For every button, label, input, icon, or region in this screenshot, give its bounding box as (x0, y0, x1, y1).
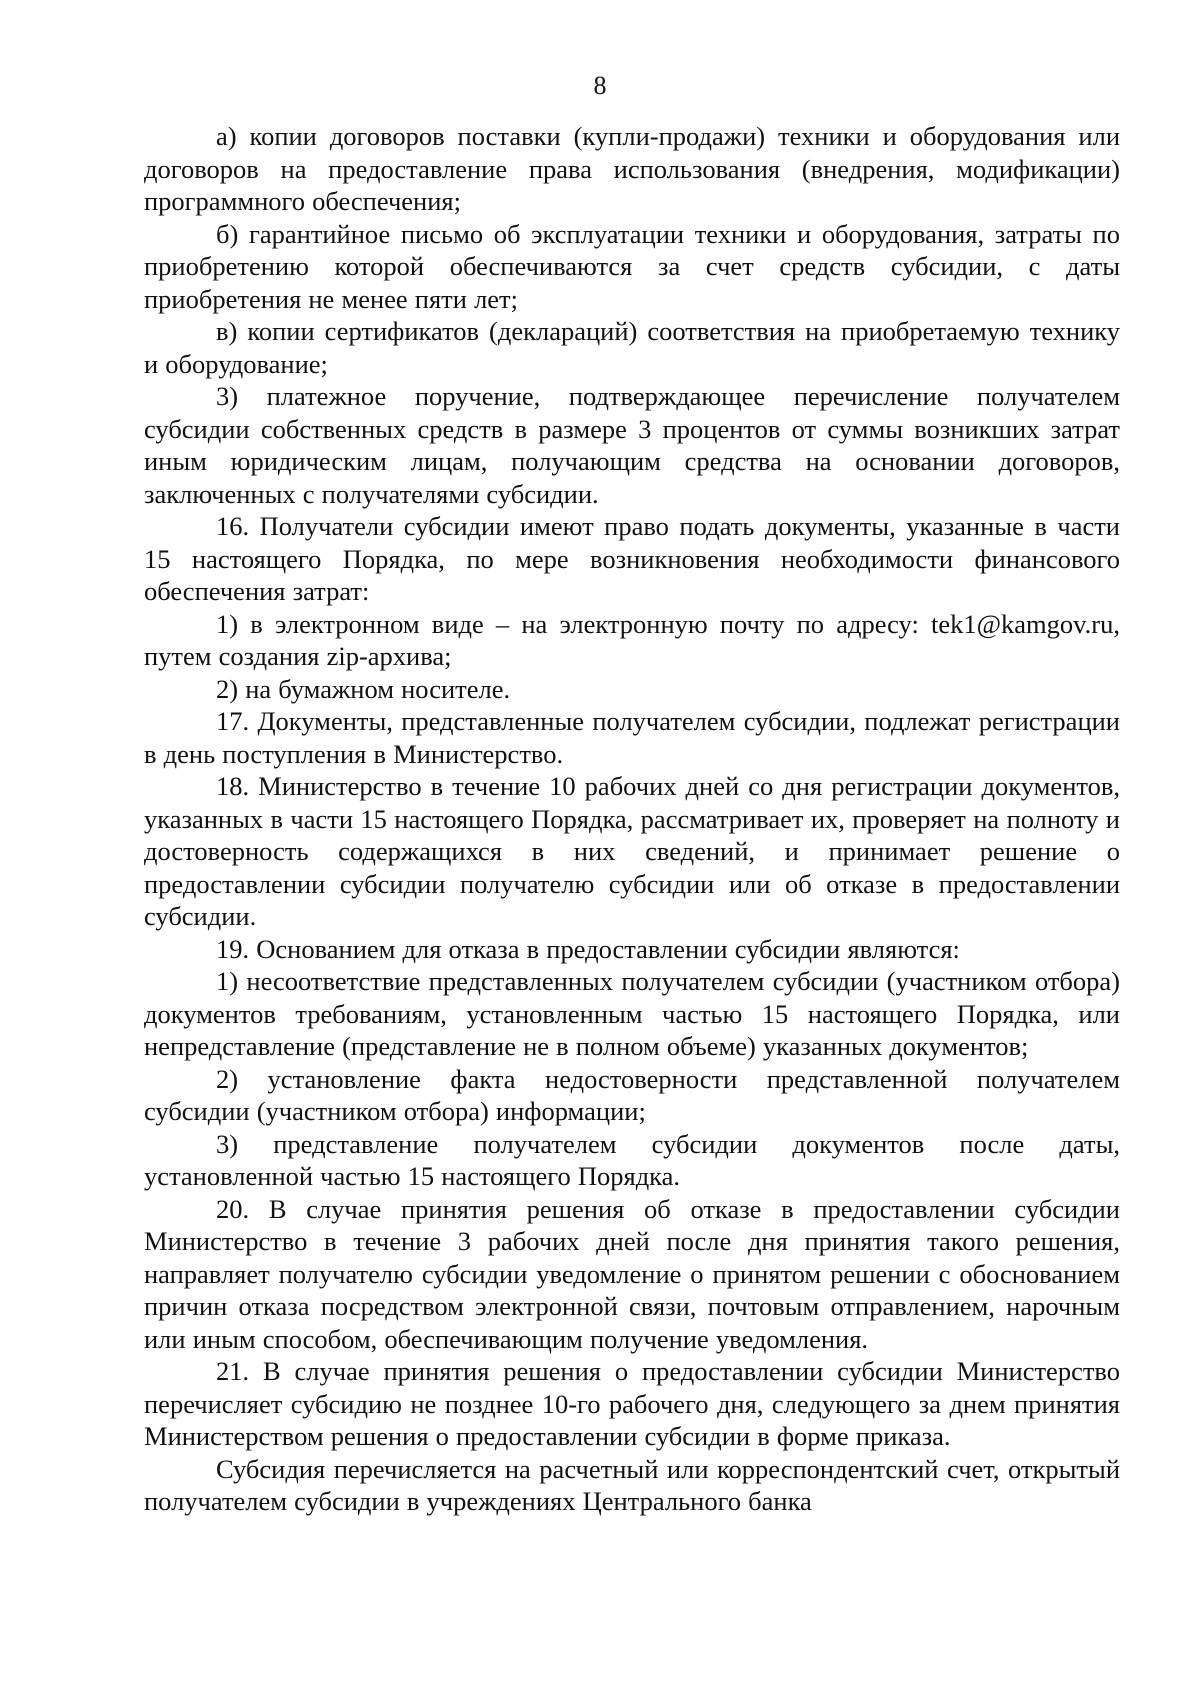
paragraph-15-3: 3) платежное поручение, подтверждающее перечисление получателем субсидии собственных средств в размере 3 процентов от суммы возникших затрат иным юридическим лицам, получающим средства на основании договоров, заключенных с получателями субсидии. (144, 381, 1120, 509)
paragraph-15b: б) гарантийное письмо об эксплуатации техники и оборудования, затраты по приобретению которой обеспечиваются за счет средств субсидии, с даты приобретения не менее пяти лет; (144, 218, 1120, 314)
paragraph-19-3: 3) представление получателем субсидии документов после даты, установленной частью 15 настоящего Порядка. (144, 1128, 1120, 1191)
paragraph-19-1: 1) несоответствие представленных получателем субсидии (участником отбора) документов требованиям, установленным частью 15 настоящего Порядка, или непредставление (представление не в полном объеме) указанных документов; (144, 966, 1120, 1061)
paragraph-16-2: 2) на бумажном носителе. (216, 673, 511, 704)
paragraph-16: 16. Получатели субсидии имеют право подать документы, указанные в части 15 настоящего Порядка, по мере возникновения необходимости финансового обеспечения затрат: (144, 511, 1120, 606)
paragraph-16-1: 1) в электронном виде – на электронную почту по адресу: tek1@kamgov.ru, путем создания zip-архива; (144, 608, 1120, 671)
paragraph-17: 17. Документы, представленные получателем субсидии, подлежат регистрации в день поступления в Министерство. (144, 706, 1120, 769)
paragraph-18: 18. Министерство в течение 10 рабочих дней со дня регистрации документов, указанных в части 15 настоящего Порядка, рассматривает их, проверяет на полноту и достоверность содержащихся в них сведений, и принимает решение о предоставлении субсидии получателю субсидии или об отказе в предоставлении субсидии. (144, 771, 1120, 931)
document-body (144, 120, 1120, 1518)
page-number: 8 (593, 71, 607, 100)
paragraph-21: 21. В случае принятия решения о предоставлении субсидии Министерство перечисляет субсидию не позднее 10-го рабочего дня, следующего за днем принятия Министерством решения о предоставлении субсидии в форме приказа. (144, 1356, 1120, 1451)
paragraph-20: 20. В случае принятия решения об отказе в предоставлении субсидии Министерство в течение 3 рабочих дней после дня принятия такого решения, направляет получателю субсидии уведомление о принятом решении с обоснованием причин отказа посредством электронной связи, почтовым отправлением, нарочным или иным способом, обеспечивающим получение уведомления. (144, 1193, 1120, 1354)
paragraph-15a: а) копии договоров поставки (купли-продажи) техники и оборудования или договоров на предоставление права использования (внедрения, модификации) программного обеспечения; (144, 121, 1120, 216)
paragraph-21-transfer: Субсидия перечисляется на расчетный или корреспондентский счет, открытый получателем субсидии в учреждениях Центрального банка (144, 1453, 1120, 1516)
paragraph-19: 19. Основанием для отказа в предоставлении субсидии являются: (216, 933, 960, 964)
paragraph-15c: в) копии сертификатов (деклараций) соответствия на приобретаемую технику и оборудование; (144, 316, 1120, 379)
paragraph-19-2: 2) установление факта недостоверности представленной получателем субсидии (участником отбора) информации; (144, 1063, 1120, 1126)
